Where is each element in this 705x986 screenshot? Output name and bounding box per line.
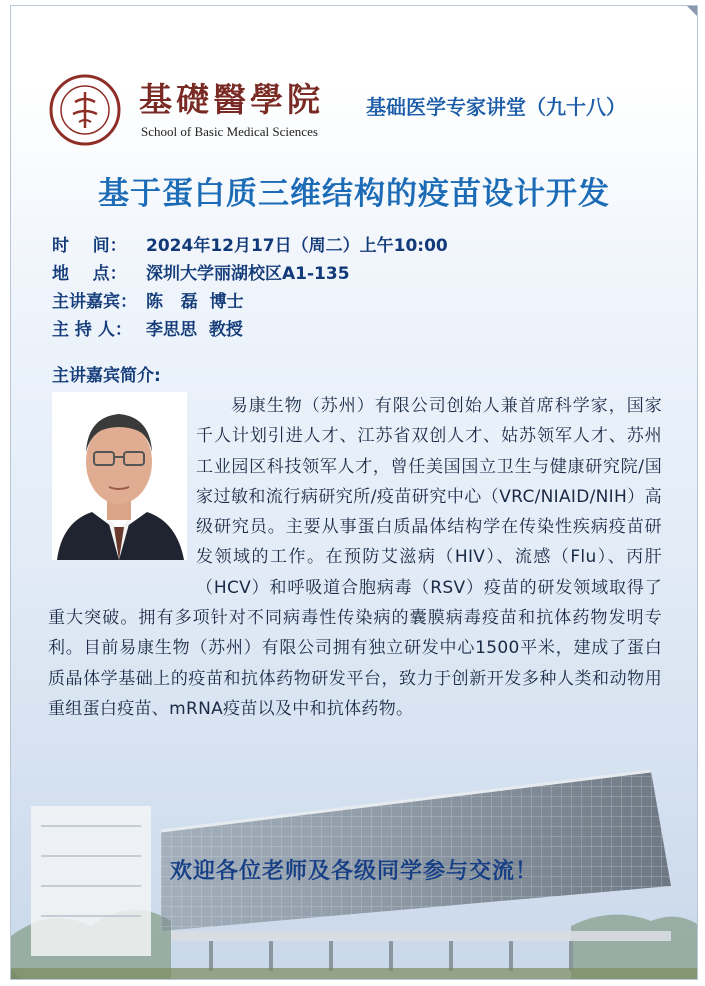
info-value: 2024年12月17日（周二）上午10:00 <box>146 236 448 256</box>
event-info <box>52 232 448 344</box>
photo-spacer <box>48 391 196 573</box>
speaker-bio-text: 易康生物（苏州）有限公司创始人兼首席科学家，国家千人计划引进人才、江苏省双创人才、姑苏领军人才、苏州工业园区科技领军人才，曾任美国国立卫生与健康研究院/国家过敏和流行病研究所/疫苗研究中心（VRC/NIAID/NIH）高级研究员。主要从事蛋白质晶体结构学在传染性疾病疫苗研发领域的工作。在预防艾滋病（HIV）、流感（Flu）、丙肝（HCV）和呼吸道合胞病毒（RSV）疫苗的研发领域取得了重大突破。拥有多项针对不同病毒性传染病的囊膜病毒疫苗和抗体药物发明专利。目前易康生物（苏州）有限公司拥有独立研发中心1500平米，建成了蛋白质晶体学基础上的疫苗和抗体药物研发平台，致力于创新开发多种人类和动物用重组蛋白疫苗、mRNA疫苗以及中和抗体药物。 <box>48 396 662 719</box>
info-label: 主 持 人： <box>52 320 132 340</box>
info-row-location <box>52 260 448 288</box>
info-row-host <box>52 316 448 344</box>
lecture-poster <box>10 5 698 980</box>
school-name-en: School of Basic Medical Sciences <box>141 124 318 139</box>
info-value: 陈 磊 博士 <box>146 292 244 312</box>
speaker-bio <box>48 391 662 724</box>
page-corner-fold <box>687 6 697 16</box>
welcome-message: 欢迎各位老师及各级同学参与交流！ <box>169 859 538 884</box>
lecture-title: 基于蛋白质三维结构的疫苗设计开发 <box>98 176 610 212</box>
info-value: 深圳大学丽湖校区A1-135 <box>146 264 350 284</box>
info-label: 时 间： <box>52 236 127 256</box>
speaker-bio-heading: 主讲嘉宾简介: <box>52 366 161 386</box>
info-value: 李思思 教授 <box>146 320 243 340</box>
lecture-series: 基础医学专家讲堂（九十八） <box>366 95 626 119</box>
info-row-speaker <box>52 288 448 316</box>
school-name-cn: 基礎醫學院 <box>139 80 324 119</box>
info-label: 主讲嘉宾： <box>52 292 137 312</box>
info-label: 地 点： <box>52 264 127 284</box>
info-row-time <box>52 232 448 260</box>
school-seal-logo <box>49 74 121 146</box>
